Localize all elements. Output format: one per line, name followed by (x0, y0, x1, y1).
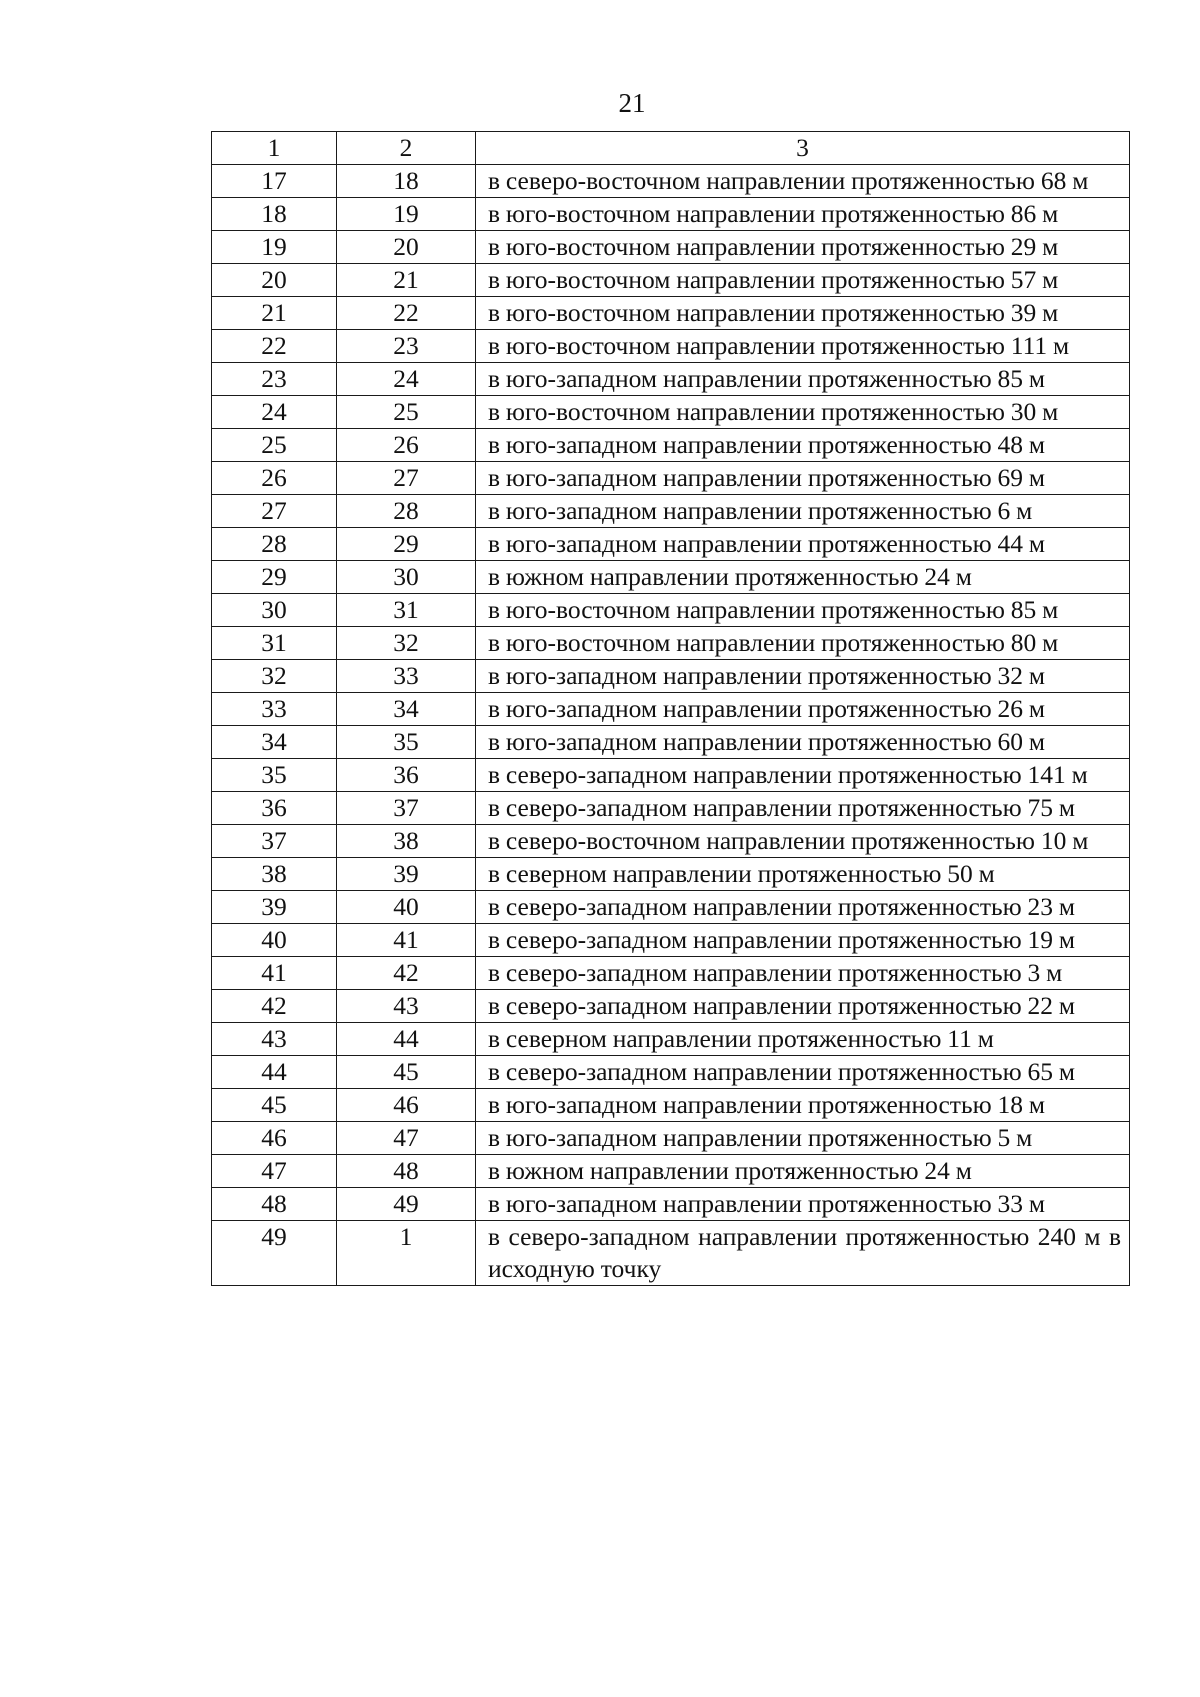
table-row (212, 990, 1130, 1023)
row-from-point: 17 (212, 165, 337, 198)
table-row (212, 561, 1130, 594)
row-to-point: 1 (337, 1221, 476, 1286)
row-to-point: 43 (337, 990, 476, 1023)
row-from-point: 21 (212, 297, 337, 330)
table-row (212, 528, 1130, 561)
column-header-from: 1 (212, 132, 337, 165)
row-description: в юго-западном направлении протяженностью 69 м (476, 462, 1130, 495)
row-from-point: 44 (212, 1056, 337, 1089)
row-from-point: 32 (212, 660, 337, 693)
row-to-point: 18 (337, 165, 476, 198)
row-description: в северо-западном направлении протяженностью 22 м (476, 990, 1130, 1023)
row-from-point: 45 (212, 1089, 337, 1122)
row-from-point: 49 (212, 1221, 337, 1286)
row-to-point: 36 (337, 759, 476, 792)
row-to-point: 26 (337, 429, 476, 462)
row-to-point: 46 (337, 1089, 476, 1122)
row-to-point: 42 (337, 957, 476, 990)
table-row (212, 462, 1130, 495)
table-row (212, 1188, 1130, 1221)
row-to-point: 24 (337, 363, 476, 396)
table-row (212, 726, 1130, 759)
row-description: в юго-западном направлении протяженностью 85 м (476, 363, 1130, 396)
row-description: в юго-западном направлении протяженностью 60 м (476, 726, 1130, 759)
row-description: в северо-западном направлении протяженностью 19 м (476, 924, 1130, 957)
row-description: в юго-западном направлении протяженностью 5 м (476, 1122, 1130, 1155)
row-from-point: 33 (212, 693, 337, 726)
row-from-point: 24 (212, 396, 337, 429)
row-to-point: 27 (337, 462, 476, 495)
row-to-point: 38 (337, 825, 476, 858)
row-description: в северо-восточном направлении протяженностью 10 м (476, 825, 1130, 858)
table-row (212, 957, 1130, 990)
row-to-point: 41 (337, 924, 476, 957)
row-to-point: 47 (337, 1122, 476, 1155)
row-to-point: 32 (337, 627, 476, 660)
row-description: в юго-восточном направлении протяженностью 85 м (476, 594, 1130, 627)
row-description: в юго-восточном направлении протяженностью 39 м (476, 297, 1130, 330)
table-row (212, 627, 1130, 660)
row-from-point: 26 (212, 462, 337, 495)
table-row (212, 792, 1130, 825)
row-from-point: 38 (212, 858, 337, 891)
row-from-point: 29 (212, 561, 337, 594)
row-from-point: 18 (212, 198, 337, 231)
row-description: в северо-западном направлении протяженностью 65 м (476, 1056, 1130, 1089)
row-description: в юго-восточном направлении протяженностью 29 м (476, 231, 1130, 264)
row-from-point: 37 (212, 825, 337, 858)
row-description: в северо-западном направлении протяженностью 141 м (476, 759, 1130, 792)
boundary-table (211, 131, 1130, 1286)
row-from-point: 28 (212, 528, 337, 561)
row-from-point: 48 (212, 1188, 337, 1221)
table-row (212, 1155, 1130, 1188)
table-row (212, 396, 1130, 429)
table-row (212, 825, 1130, 858)
table-row (212, 264, 1130, 297)
table-row (212, 363, 1130, 396)
row-description: в юго-западном направлении протяженностью 18 м (476, 1089, 1130, 1122)
table-header-row (212, 132, 1130, 165)
row-from-point: 39 (212, 891, 337, 924)
row-description: в северо-восточном направлении протяженностью 68 м (476, 165, 1130, 198)
table-row (212, 1221, 1130, 1286)
row-to-point: 49 (337, 1188, 476, 1221)
row-description: в юго-восточном направлении протяженностью 111 м (476, 330, 1130, 363)
row-from-point: 46 (212, 1122, 337, 1155)
row-to-point: 37 (337, 792, 476, 825)
row-description: в северо-западном направлении протяженностью 75 м (476, 792, 1130, 825)
row-description: в южном направлении протяженностью 24 м (476, 561, 1130, 594)
row-description: в юго-западном направлении протяженностью 33 м (476, 1188, 1130, 1221)
row-to-point: 20 (337, 231, 476, 264)
row-from-point: 27 (212, 495, 337, 528)
page-number: 21 (618, 88, 646, 118)
row-from-point: 22 (212, 330, 337, 363)
row-to-point: 34 (337, 693, 476, 726)
row-description: в юго-западном направлении протяженностью 44 м (476, 528, 1130, 561)
row-description: в юго-западном направлении протяженностью 32 м (476, 660, 1130, 693)
row-description: в юго-западном направлении протяженностью 6 м (476, 495, 1130, 528)
row-to-point: 22 (337, 297, 476, 330)
row-to-point: 30 (337, 561, 476, 594)
row-description: в юго-восточном направлении протяженностью 80 м (476, 627, 1130, 660)
table-row (212, 693, 1130, 726)
row-description: в юго-западном направлении протяженностью 48 м (476, 429, 1130, 462)
row-from-point: 31 (212, 627, 337, 660)
row-from-point: 19 (212, 231, 337, 264)
row-description: в юго-восточном направлении протяженностью 30 м (476, 396, 1130, 429)
row-from-point: 30 (212, 594, 337, 627)
row-from-point: 23 (212, 363, 337, 396)
table-row (212, 429, 1130, 462)
table-row (212, 495, 1130, 528)
table-row (212, 1056, 1130, 1089)
table-row (212, 594, 1130, 627)
row-to-point: 44 (337, 1023, 476, 1056)
table-row (212, 924, 1130, 957)
table-row (212, 297, 1130, 330)
table-row (212, 759, 1130, 792)
row-to-point: 35 (337, 726, 476, 759)
table-row (212, 231, 1130, 264)
row-description: в северном направлении протяженностью 11 м (476, 1023, 1130, 1056)
row-description: в северо-западном направлении протяженностью 3 м (476, 957, 1130, 990)
row-description: в северном направлении протяженностью 50 м (476, 858, 1130, 891)
table-row (212, 198, 1130, 231)
column-header-to: 2 (337, 132, 476, 165)
row-to-point: 31 (337, 594, 476, 627)
table-row (212, 1122, 1130, 1155)
row-from-point: 35 (212, 759, 337, 792)
row-from-point: 20 (212, 264, 337, 297)
row-to-point: 45 (337, 1056, 476, 1089)
row-from-point: 47 (212, 1155, 337, 1188)
row-to-point: 48 (337, 1155, 476, 1188)
row-to-point: 39 (337, 858, 476, 891)
table-row (212, 891, 1130, 924)
table-row (212, 165, 1130, 198)
row-to-point: 28 (337, 495, 476, 528)
row-description: в юго-западном направлении протяженностью 26 м (476, 693, 1130, 726)
row-from-point: 25 (212, 429, 337, 462)
row-description: в северо-западном направлении протяженностью 240 м в исходную точку (476, 1221, 1130, 1286)
row-from-point: 36 (212, 792, 337, 825)
row-description: в юго-восточном направлении протяженностью 57 м (476, 264, 1130, 297)
row-to-point: 29 (337, 528, 476, 561)
table-row (212, 330, 1130, 363)
row-to-point: 23 (337, 330, 476, 363)
row-from-point: 41 (212, 957, 337, 990)
row-to-point: 21 (337, 264, 476, 297)
row-to-point: 25 (337, 396, 476, 429)
table-row (212, 1023, 1130, 1056)
row-from-point: 43 (212, 1023, 337, 1056)
row-from-point: 34 (212, 726, 337, 759)
row-to-point: 40 (337, 891, 476, 924)
row-description: в южном направлении протяженностью 24 м (476, 1155, 1130, 1188)
table-row (212, 1089, 1130, 1122)
row-description: в северо-западном направлении протяженностью 23 м (476, 891, 1130, 924)
row-to-point: 19 (337, 198, 476, 231)
row-from-point: 42 (212, 990, 337, 1023)
row-to-point: 33 (337, 660, 476, 693)
row-description: в юго-восточном направлении протяженностью 86 м (476, 198, 1130, 231)
table-row (212, 858, 1130, 891)
row-from-point: 40 (212, 924, 337, 957)
column-header-description: 3 (476, 132, 1130, 165)
table-row (212, 660, 1130, 693)
